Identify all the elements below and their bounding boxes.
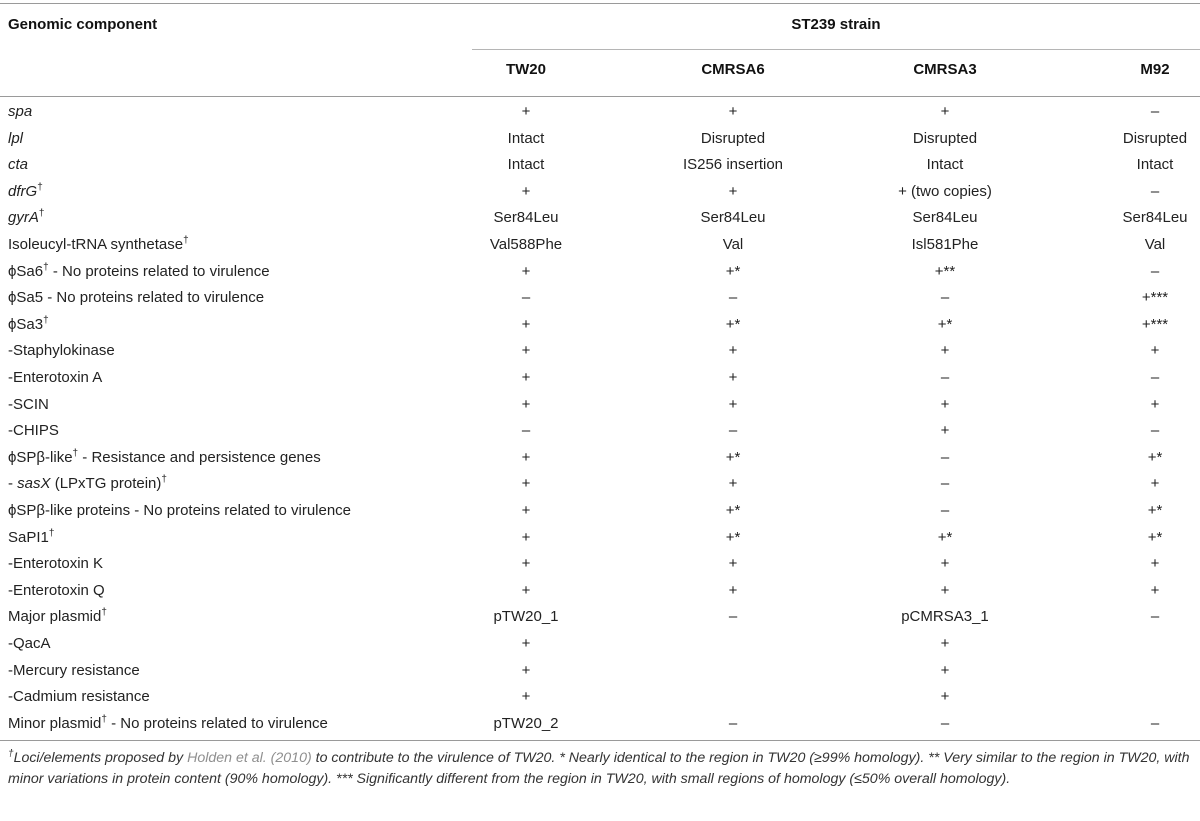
row-label: ϕSa6† - No proteins related to virulence: [8, 261, 270, 280]
row-label: dfrG†: [8, 181, 43, 200]
cell-m92: –: [1150, 714, 1160, 732]
cell-cmrsa6: +: [728, 103, 738, 120]
cell-m92: +*: [1147, 502, 1163, 519]
cell-cmrsa6: +: [728, 555, 738, 573]
cell-cmrsa3: Ser84Leu: [912, 209, 978, 227]
table-row: [0, 259, 1200, 286]
cell-tw20: +: [521, 342, 531, 360]
row-label: ϕSPβ-like proteins - No proteins related to virulence: [8, 502, 352, 519]
cell-m92: –: [1150, 103, 1160, 120]
cell-cmrsa6: +*: [725, 315, 741, 333]
table-row: [0, 99, 1200, 126]
cell-tw20: Intact: [507, 156, 545, 174]
table-row: [0, 631, 1200, 658]
table-row: [0, 338, 1200, 365]
row-label: -Mercury resistance: [8, 661, 140, 679]
cell-tw20: +: [521, 369, 531, 386]
cell-m92: +*: [1147, 528, 1163, 546]
cell-cmrsa3: –: [940, 448, 950, 466]
cell-m92: Val: [1144, 236, 1166, 253]
cell-m92: –: [1150, 369, 1160, 386]
cell-tw20: +: [521, 395, 531, 413]
table-row: [0, 471, 1200, 498]
cell-cmrsa6: +: [728, 475, 738, 493]
row-label: -Cadmium resistance: [8, 688, 150, 706]
row-label: spa: [8, 103, 33, 120]
cell-tw20: Intact: [507, 129, 545, 147]
footnote-dagger: †: [8, 748, 14, 760]
cell-cmrsa3: +: [940, 422, 950, 440]
genomic-component-header: Genomic component: [8, 16, 158, 33]
cell-cmrsa3: +: [940, 555, 950, 573]
row-label: -CHIPS: [8, 422, 59, 440]
table-row: [0, 232, 1200, 259]
footnote-reference-link[interactable]: Holden et al. (2010): [187, 750, 312, 766]
cell-m92: –: [1150, 262, 1160, 280]
table-row: [0, 392, 1200, 419]
cell-cmrsa3: +: [940, 581, 950, 599]
row-label: Isoleucyl-tRNA synthetase†: [8, 235, 189, 253]
bottom-rule: [0, 740, 1200, 741]
cell-tw20: +: [521, 688, 531, 706]
table-row: [0, 684, 1200, 711]
cell-m92: –: [1150, 182, 1160, 200]
row-label: ϕSPβ-like† - Resistance and persistence genes: [8, 447, 321, 466]
cell-cmrsa3: –: [940, 714, 950, 732]
cell-tw20: pTW20_1: [493, 608, 559, 626]
table-row: [0, 285, 1200, 312]
cell-m92: +: [1150, 475, 1160, 493]
table-row: [0, 604, 1200, 631]
cell-m92: Disrupted: [1122, 129, 1188, 147]
table-row: [0, 418, 1200, 445]
row-label: SaPI1†: [8, 527, 55, 546]
cell-cmrsa3: –: [940, 289, 950, 307]
row-label: gyrA†: [8, 208, 45, 227]
cell-m92: Ser84Leu: [1122, 209, 1188, 227]
cell-cmrsa3: –: [940, 369, 950, 386]
header-rule: [0, 96, 1200, 97]
cell-tw20: Ser84Leu: [493, 209, 559, 227]
cell-cmrsa3: +: [940, 342, 950, 360]
row-label: -QacA: [8, 635, 51, 652]
cell-cmrsa6: +*: [725, 262, 741, 280]
table-row: [0, 498, 1200, 525]
table-row: [0, 711, 1200, 738]
cell-cmrsa6: Val: [722, 236, 744, 253]
table-row: [0, 525, 1200, 552]
cell-cmrsa3: –: [940, 502, 950, 519]
cell-m92: +***: [1141, 289, 1169, 307]
cell-cmrsa3: +*: [937, 528, 953, 546]
column-header-cmrsa3: CMRSA3: [913, 61, 977, 78]
cell-cmrsa6: +*: [725, 448, 741, 466]
cell-m92: +: [1150, 342, 1160, 360]
table-row: [0, 179, 1200, 206]
cell-cmrsa3: +: [940, 635, 950, 652]
cell-m92: +: [1150, 581, 1160, 599]
cell-tw20: –: [521, 422, 531, 440]
footnote-text-part1: Loci/elements proposed by: [13, 750, 188, 766]
column-header-tw20: TW20: [505, 61, 546, 78]
row-label: ϕSa5 - No proteins related to virulence: [8, 289, 265, 307]
cell-tw20: +: [521, 528, 531, 546]
table-row: [0, 658, 1200, 685]
cell-tw20: +: [521, 103, 531, 120]
table-footnote: [8, 748, 1194, 790]
footnote-text-part2: to contribute to the virulence of TW20. * Nearly identical to the region in TW20 (≥99% homology). ** Very similar to the region in TW20, with minor variations in protein content (90% homology). *** Significantly different from the region in TW20, with small regions of homology (≤50% overall homology).: [8, 750, 1190, 787]
group-underline: [472, 49, 1200, 50]
table-row: [0, 205, 1200, 232]
row-label: Major plasmid†: [8, 607, 107, 626]
cell-cmrsa3: Intact: [926, 156, 964, 174]
cell-m92: +: [1150, 395, 1160, 413]
cell-tw20: Val588Phe: [489, 236, 563, 253]
row-label: cta: [8, 156, 29, 174]
row-label: -Staphylokinase: [8, 342, 115, 360]
row-label: -Enterotoxin K: [8, 555, 104, 573]
cell-cmrsa6: Ser84Leu: [700, 209, 766, 227]
table-row: [0, 445, 1200, 472]
table-row: [0, 312, 1200, 339]
cell-tw20: pTW20_2: [493, 714, 559, 732]
cell-cmrsa3: +: [940, 103, 950, 120]
cell-cmrsa6: –: [728, 714, 738, 732]
table-row: [0, 551, 1200, 578]
cell-cmrsa3: + (two copies): [898, 182, 992, 200]
cell-cmrsa6: +: [728, 369, 738, 386]
cell-tw20: +: [521, 182, 531, 200]
cell-tw20: +: [521, 555, 531, 573]
cell-cmrsa6: –: [728, 608, 738, 626]
cell-tw20: +: [521, 475, 531, 493]
cell-tw20: +: [521, 502, 531, 519]
cell-cmrsa3: –: [940, 475, 950, 493]
cell-cmrsa6: IS256 insertion: [682, 156, 784, 174]
row-label: Minor plasmid† - No proteins related to virulence: [8, 713, 328, 732]
cell-tw20: +: [521, 262, 531, 280]
cell-cmrsa6: +: [728, 395, 738, 413]
table-row: [0, 365, 1200, 392]
column-header-m92: M92: [1140, 61, 1170, 78]
column-header-cmrsa6: CMRSA6: [701, 61, 765, 78]
cell-cmrsa6: –: [728, 422, 738, 440]
cell-cmrsa6: +*: [725, 502, 741, 519]
cell-tw20: –: [521, 289, 531, 307]
cell-cmrsa6: –: [728, 289, 738, 307]
row-label: -Enterotoxin Q: [8, 581, 105, 599]
cell-cmrsa3: +: [940, 688, 950, 706]
cell-m92: +***: [1141, 315, 1169, 333]
row-label: - sasX (LPxTG protein)†: [8, 474, 167, 493]
cell-cmrsa6: +: [728, 182, 738, 200]
cell-cmrsa3: Isl581Phe: [911, 236, 979, 253]
cell-cmrsa6: Disrupted: [700, 129, 766, 147]
cell-cmrsa3: +: [940, 661, 950, 679]
cell-m92: –: [1150, 422, 1160, 440]
cell-m92: +: [1150, 555, 1160, 573]
cell-cmrsa6: +: [728, 581, 738, 599]
cell-cmrsa6: +*: [725, 528, 741, 546]
row-label: ϕSa3†: [8, 314, 49, 333]
cell-tw20: +: [521, 448, 531, 466]
row-label: -SCIN: [8, 395, 49, 413]
cell-cmrsa3: +: [940, 395, 950, 413]
table-row: [0, 152, 1200, 179]
cell-tw20: +: [521, 635, 531, 652]
cell-m92: +*: [1147, 448, 1163, 466]
cell-tw20: +: [521, 581, 531, 599]
cell-cmrsa3: Disrupted: [912, 129, 978, 147]
cell-cmrsa3: pCMRSA3_1: [901, 608, 989, 626]
cell-cmrsa3: +**: [934, 262, 956, 280]
cell-tw20: +: [521, 315, 531, 333]
row-label: -Enterotoxin A: [8, 369, 103, 386]
strain-group-header: ST239 strain: [791, 16, 881, 33]
row-label: lpl: [8, 129, 24, 147]
cell-tw20: +: [521, 661, 531, 679]
cell-cmrsa3: +*: [937, 315, 953, 333]
table-row: [0, 126, 1200, 153]
cell-cmrsa6: +: [728, 342, 738, 360]
table-row: [0, 578, 1200, 605]
cell-m92: Intact: [1136, 156, 1174, 174]
top-rule: [0, 3, 1200, 4]
cell-m92: –: [1150, 608, 1160, 626]
